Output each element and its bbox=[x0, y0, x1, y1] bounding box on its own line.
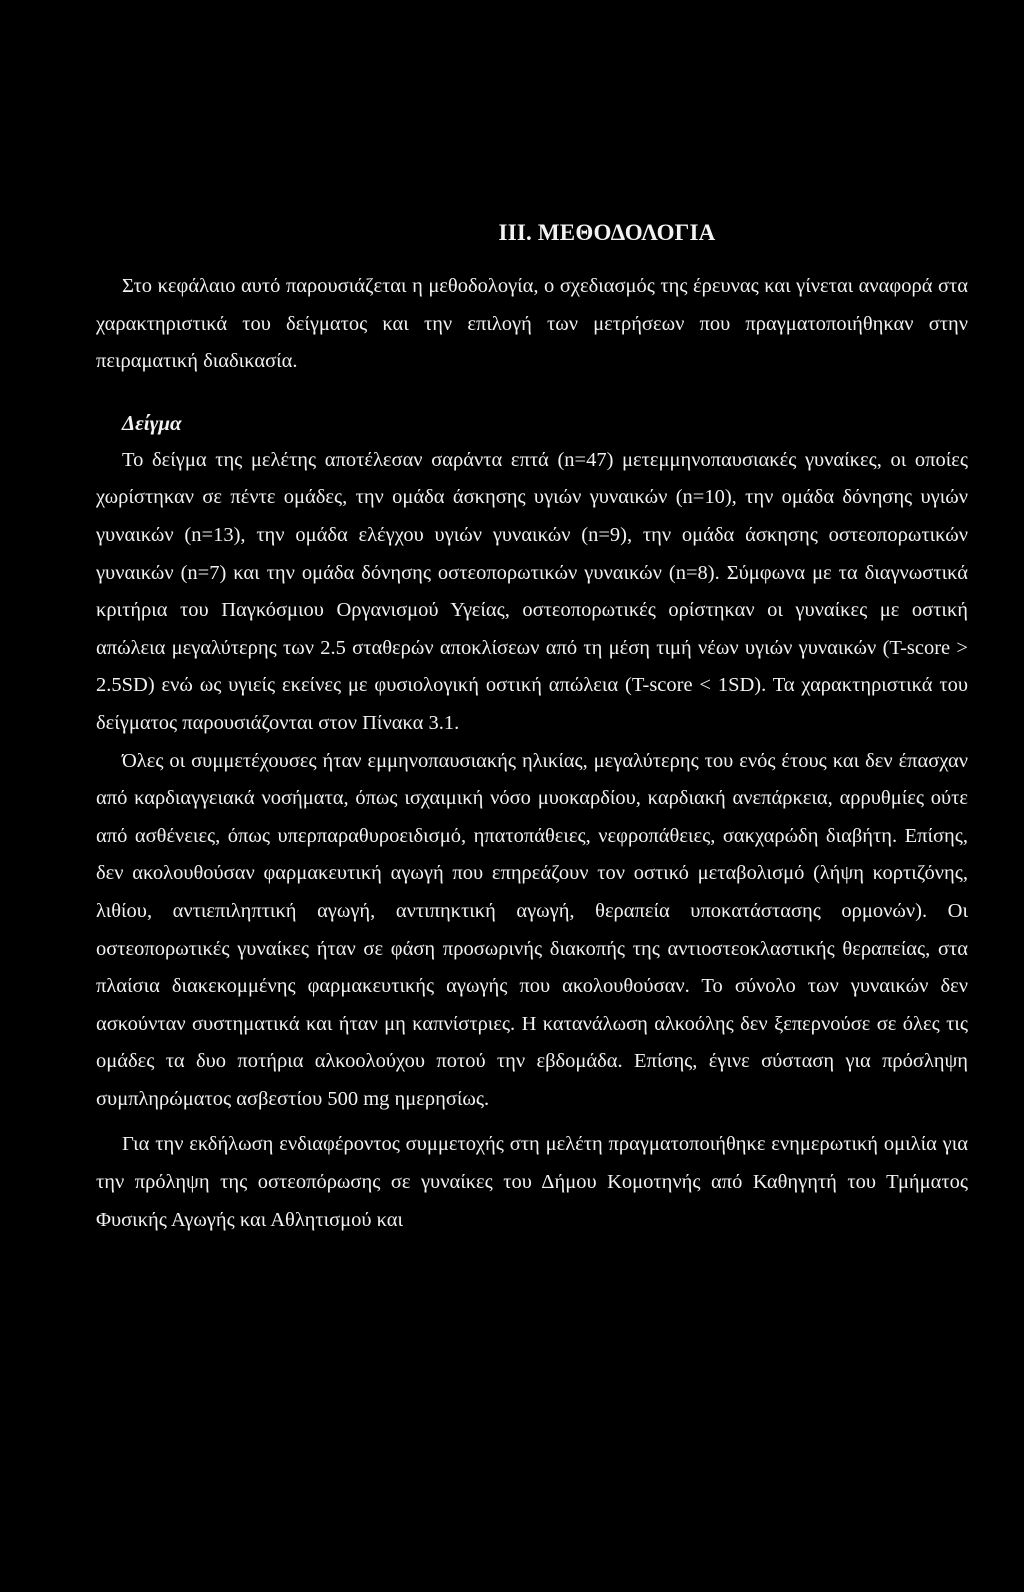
document-page bbox=[96, 220, 968, 1239]
body-paragraph-sample: Το δείγμα της μελέτης αποτέλεσαν σαράντα επτά (n=47) μετεμμηνοπαυσιακές γυναίκες, οι οποίες χωρίστηκαν σε πέντε ομάδες, την ομάδα άσκησης υγιών γυναικών (n=10), την ομάδα δόνησης υγιών γυναικών (n=13), την ομάδα ελέγχου υγιών γυναικών (n=9), την ομάδα άσκησης οστεοπορωτικών γυναικών (n=7) και την ομάδα δόνησης οστεοπορωτικών γυναικών (n=8). Σύμφωνα με τα διαγνωστικά κριτήρια του Παγκόσμιου Οργανισμού Υγείας, οστεοπορωτικές ορίστηκαν οι γυναίκες με οστική απώλεια μεγαλύτερης των 2.5 σταθερών αποκλίσεων από τη μέση τιμή νέων υγιών γυναικών (T-score > 2.5SD) ενώ ως υγιείς εκείνες με φυσιολογική οστική απώλεια (T-score < 1SD). Τα χαρακτηριστικά του δείγματος παρουσιάζονται στον Πίνακα 3.1. bbox=[96, 448, 968, 734]
section-heading: Δείγμα bbox=[122, 410, 182, 435]
body-paragraph-recruitment: Για την εκδήλωση ενδιαφέροντος συμμετοχής στη μελέτη πραγματοποιήθηκε ενημερωτική ομιλία για την πρόληψη της οστεοπόρωσης σε γυναίκες του Δήμου Κομοτηνής από Καθηγητή του Τμήματος Φυσικής Αγωγής και Αθλητισμού και bbox=[96, 1133, 968, 1231]
body-paragraph-criteria: Όλες οι συμμετέχουσες ήταν εμμηνοπαυσιακής ηλικίας, μεγαλύτερης του ενός έτους και δεν έπασχαν από καρδιαγγειακά νοσήματα, όπως ισχαιμική νόσο μυοκαρδίου, καρδιακή ανεπάρκεια, αρρυθμίες ούτε από ασθένειες, όπως υπερπαραθυροειδισμό, ηπατοπάθειες, νεφροπάθειες, σακχαρώδη διαβήτη. Επίσης, δεν ακολουθούσαν φαρμακευτική αγωγή που επηρεάζουν τον οστικό μεταβολισμό (λήψη κορτιζόνης, λιθίου, αντιεπιληπτική αγωγή, αντιπηκτική αγωγή, θεραπεία υποκατάστασης ορμονών). Οι οστεοπορωτικές γυναίκες ήταν σε φάση προσωρινής διακοπής της αντιοστεοκλαστικής θεραπείας, στα πλαίσια διακεκομμένης φαρμακευτικής αγωγής που ακολουθούσαν. Το σύνολο των γυναικών δεν ασκούνταν συστηματικά και ήταν μη καπνίστριες. Η κατανάλωση αλκοόλης δεν ξεπερνούσε σε όλες τις ομάδες τα δυο ποτήρια αλκοολούχου ποτού την εβδομάδα. Επίσης, έγινε σύσταση για πρόσληψη συμπληρώματος ασβεστίου 500 mg ημερησίως. bbox=[96, 749, 968, 1110]
chapter-title: III. ΜΕΘΟΔΟΛΟΓΙΑ bbox=[498, 220, 716, 245]
intro-paragraph: Στο κεφάλαιο αυτό παρουσιάζεται η μεθοδολογία, ο σχεδιασμός της έρευνας και γίνεται αναφορά στα χαρακτηριστικά του δείγματος και την επιλογή των μετρήσεων που πραγματοποιήθηκαν στην πειραματική διαδικασία. bbox=[96, 275, 968, 373]
